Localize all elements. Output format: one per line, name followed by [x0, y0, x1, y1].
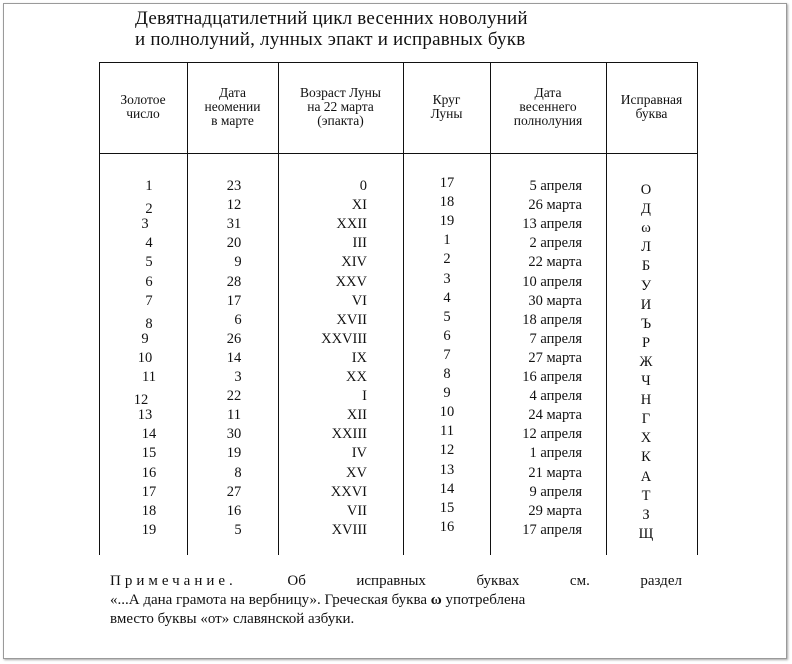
col-divider — [187, 62, 188, 555]
table-cell: Г — [641, 411, 651, 428]
table-cell: 10 — [137, 349, 153, 366]
column-header: Дата неомении в марте — [204, 85, 261, 128]
footnote-text: употреблена — [445, 592, 526, 608]
table-cell: IV — [351, 445, 367, 462]
table-cell: 11 — [227, 407, 241, 424]
table-cell: 10 апреля — [522, 273, 582, 290]
table-cell: 5 — [443, 308, 451, 325]
table-cell: 18 апреля — [522, 311, 582, 328]
table-cell: 28 — [226, 273, 242, 290]
table-cell: И — [640, 296, 652, 313]
footnote-word: исправных — [356, 573, 426, 589]
table-cell: 5 — [234, 521, 242, 538]
table-cell: XXVI — [330, 483, 367, 500]
table-cell: Р — [641, 334, 651, 351]
table-cell: Н — [640, 392, 652, 409]
table-cell: А — [640, 468, 652, 485]
table-cell: 4 апреля — [529, 388, 582, 405]
table-cell: З — [642, 506, 650, 523]
table-cell: 3 — [141, 216, 149, 233]
table-cell: 11 — [440, 423, 454, 440]
title-line-2: и полнолуний, лунных эпакт и исправных букв — [135, 29, 526, 50]
table-cell: 1 апреля — [529, 445, 582, 462]
table-cell: 6 — [234, 311, 242, 328]
table-cell: 16 — [226, 502, 242, 519]
footnote-word: раздел — [640, 573, 682, 589]
table-cell: 29 марта — [528, 502, 582, 519]
table-cell: Х — [640, 430, 652, 447]
table-cell: 16 — [439, 518, 455, 535]
table-cell: 9 — [443, 385, 451, 402]
table-cell: XXIII — [331, 426, 367, 443]
table-cell: Ж — [639, 353, 653, 370]
table-cell: 27 марта — [528, 349, 582, 366]
col-divider — [403, 62, 404, 555]
table-cell: 10 — [439, 404, 455, 421]
table-cell: VI — [351, 292, 367, 309]
table-cell: 14 — [439, 480, 455, 497]
table-cell: 11 — [142, 369, 156, 385]
table-cell: XXII — [336, 216, 367, 233]
col-divider — [606, 62, 607, 555]
table-cell: 2 — [443, 251, 451, 268]
column-header: Исправная буква — [620, 92, 683, 121]
table-cell: 0 — [359, 178, 367, 194]
footnote-line-3: вместо буквы «от» славянской азбуки. — [110, 611, 355, 627]
table-cell: 22 марта — [528, 254, 582, 271]
table-cell: XVII — [336, 311, 367, 328]
table-cell: XV — [346, 464, 367, 481]
footnote-line-2 — [110, 591, 682, 610]
col-divider — [99, 62, 100, 555]
table-cell: 14 — [141, 426, 157, 443]
table-cell: 13 — [137, 407, 153, 424]
table-cell: Щ — [638, 525, 654, 542]
table-cell: Б — [641, 258, 651, 275]
table-cell: 26 марта — [528, 197, 582, 214]
table-cell: 20 — [226, 235, 242, 252]
table-cell: 14 — [226, 349, 242, 366]
table-cell: 7 — [145, 292, 153, 309]
table-cell: 12 — [226, 197, 242, 214]
table-cell: 8 — [443, 366, 451, 382]
table-cell: 27 — [226, 483, 242, 500]
page-title — [135, 8, 528, 50]
footnote — [110, 572, 682, 629]
table-cell: 9 апреля — [529, 483, 582, 500]
table-cell: 18 — [439, 194, 455, 211]
col-divider — [490, 62, 491, 555]
table-cell: 9 — [141, 330, 149, 347]
table-cell: 4 — [145, 235, 153, 252]
table-cell: 30 марта — [528, 292, 582, 309]
table-cell: К — [641, 449, 651, 466]
table-top-rule — [99, 62, 697, 63]
table-cell: 26 — [226, 330, 242, 347]
table-cell: 13 — [439, 461, 455, 478]
table-cell: ω — [641, 220, 651, 237]
table-cell: О — [640, 182, 652, 198]
table-cell: 3 — [443, 270, 451, 287]
table-cell: 5 — [145, 254, 153, 271]
table-cell: 9 — [234, 254, 242, 271]
table-cell: XI — [351, 197, 367, 214]
table-cell: 1 — [443, 232, 451, 249]
table-cell: Ч — [641, 373, 651, 389]
table-cell: 13 апреля — [522, 216, 582, 233]
table-cell: 24 марта — [528, 407, 582, 424]
table-cell: 30 — [226, 426, 242, 443]
column-header: Круг Луны — [430, 92, 463, 121]
table-cell: IX — [351, 349, 367, 366]
table-cell: XXV — [335, 273, 367, 290]
table-cell: XXVIII — [321, 330, 367, 347]
footnote-line-1 — [110, 572, 682, 591]
table-cell: 17 — [439, 175, 455, 191]
table-cell: 16 апреля — [522, 369, 582, 385]
table-cell: 2 апреля — [529, 235, 582, 252]
table-cell: 19 — [439, 213, 455, 230]
table-cell: I — [362, 388, 367, 405]
table-cell: Ъ — [640, 315, 652, 332]
table-cell: 12 — [439, 442, 455, 459]
table-header-rule — [99, 153, 697, 154]
table-cell: 17 апреля — [522, 521, 582, 538]
table-cell: Д — [641, 201, 651, 218]
table-cell: 4 — [443, 289, 451, 306]
table-cell: 5 апреля — [529, 178, 582, 194]
table-cell: XX — [346, 369, 367, 385]
table-cell: У — [640, 277, 652, 294]
table-cell: 31 — [226, 216, 242, 233]
column-header: Дата весеннего полнолуния — [513, 85, 583, 128]
table-cell: XII — [346, 407, 367, 424]
footnote-word: Об — [287, 573, 306, 589]
table-cell: Т — [641, 487, 651, 504]
table-cell: 18 — [141, 502, 157, 519]
table-cell: 12 — [133, 392, 149, 409]
table-cell: 3 — [234, 369, 242, 385]
col-divider — [278, 62, 279, 555]
column-header: Золотое число — [120, 92, 166, 121]
table-cell: 8 — [145, 315, 153, 332]
table-cell: VII — [346, 502, 367, 519]
footnote-word: буквах — [476, 573, 520, 589]
table-cell: 15 — [439, 499, 455, 516]
table-cell: XIV — [341, 254, 367, 271]
footnote-label: Примечание. — [110, 573, 237, 589]
table-cell: 15 — [141, 445, 157, 462]
footnote-word: см. — [569, 573, 590, 589]
table-cell: 12 апреля — [522, 426, 582, 443]
table-cell: 6 — [145, 273, 153, 290]
col-divider — [697, 62, 698, 555]
footnote-omega: ω — [430, 592, 442, 608]
table-cell: 17 — [226, 292, 242, 309]
table-cell: 22 — [226, 388, 242, 405]
column-header: Возраст Луны на 22 марта (эпакта) — [300, 85, 381, 128]
table-cell: 16 — [141, 464, 157, 481]
table-cell: 6 — [443, 327, 451, 344]
table-cell: III — [352, 235, 367, 252]
title-line-1: Девятнадцатилетний цикл весенних новолуний — [135, 8, 528, 29]
table-cell: 1 — [145, 178, 153, 194]
table-cell: 21 марта — [528, 464, 582, 481]
table-cell: 2 — [145, 201, 153, 218]
footnote-text: «...А дана грамота на вербницу». Греческая буква — [110, 592, 427, 608]
table-cell: 7 — [443, 346, 451, 363]
table-cell: 19 — [226, 445, 242, 462]
table-cell: 17 — [141, 483, 157, 500]
table-cell: 7 апреля — [529, 330, 582, 347]
table-cell: 8 — [234, 464, 242, 481]
table-cell: 23 — [226, 178, 242, 194]
table-cell: XVIII — [331, 521, 367, 538]
table-cell: 19 — [141, 521, 157, 538]
table-cell: Л — [641, 239, 651, 256]
